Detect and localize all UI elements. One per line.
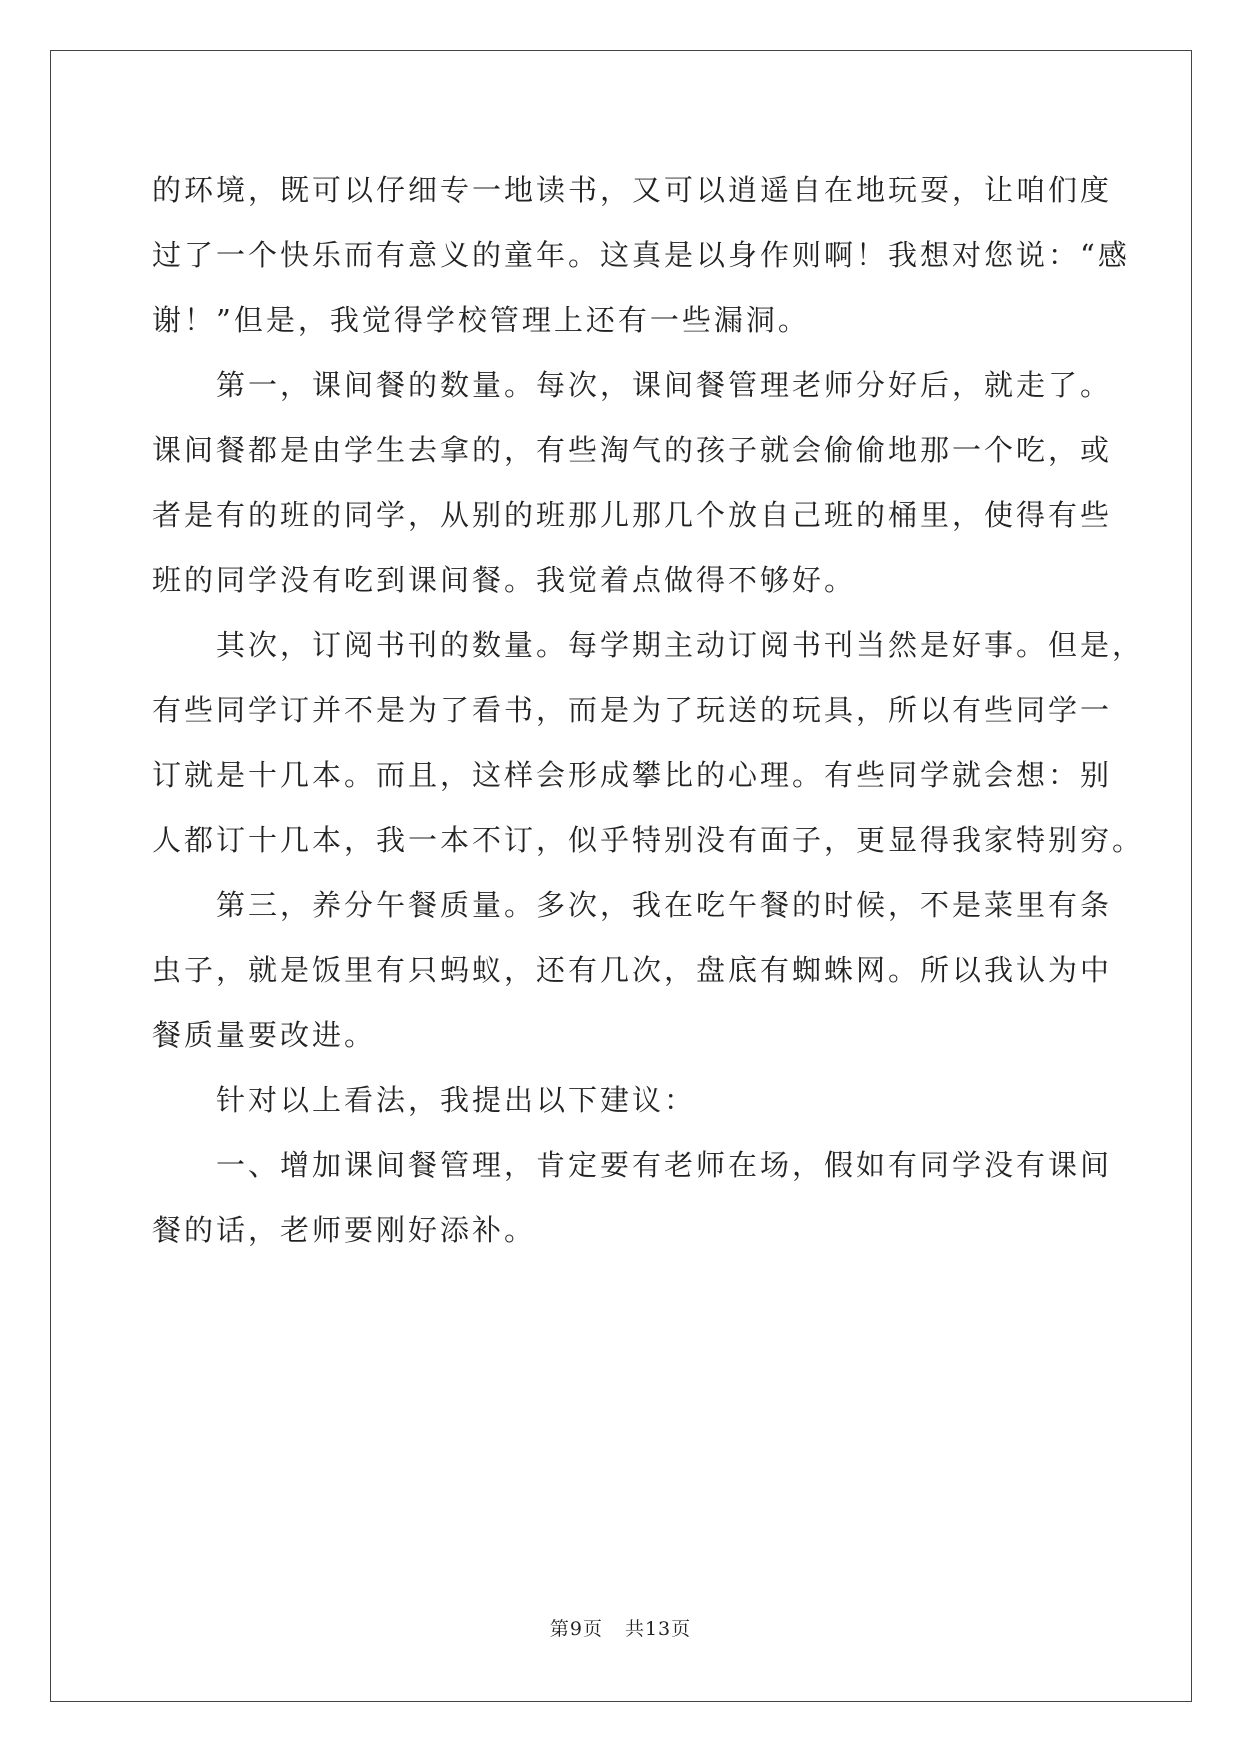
text-line: 过了一个快乐而有意义的童年。这真是以身作则啊！我想对您说：“感: [152, 238, 1130, 272]
text-line: 谢！”但是，我觉得学校管理上还有一些漏洞。: [152, 303, 810, 337]
page-total: 共13页: [624, 1618, 692, 1640]
paragraph-first-line: 其次，订阅书刊的数量。每学期主动订阅书刊当然是好事。但是，: [216, 628, 1145, 662]
text-line: 订就是十几本。而且，这样会形成攀比的心理。有些同学就会想：别: [152, 758, 1113, 792]
text-line: 的环境，既可以仔细专一地读书，又可以逍遥自在地玩耍，让咱们度: [152, 173, 1113, 207]
paragraph-first-line: 针对以上看法，我提出以下建议：: [216, 1083, 697, 1117]
page-footer: [0, 1614, 1241, 1641]
paragraph-first-line: 第一，课间餐的数量。每次，课间餐管理老师分好后，就走了。: [216, 368, 1113, 402]
paragraph-first-line: 一、增加课间餐管理，肯定要有老师在场，假如有同学没有课间: [216, 1148, 1113, 1182]
text-line: 虫子，就是饭里有只蚂蚁，还有几次，盘底有蜘蛛网。所以我认为中: [152, 953, 1113, 987]
paragraph-first-line: 第三，养分午餐质量。多次，我在吃午餐的时候，不是菜里有条: [216, 888, 1113, 922]
text-line: 餐的话，老师要刚好添补。: [152, 1213, 537, 1247]
text-line: 者是有的班的同学，从别的班那儿那几个放自己班的桶里，使得有些: [152, 498, 1113, 532]
text-line: 人都订十几本，我一本不订，似乎特别没有面子，更显得我家特别穷。: [152, 823, 1145, 857]
text-line: 有些同学订并不是为了看书，而是为了玩送的玩具，所以有些同学一: [152, 693, 1113, 727]
text-line: 班的同学没有吃到课间餐。我觉着点做得不够好。: [152, 563, 857, 597]
text-line: 餐质量要改进。: [152, 1018, 377, 1052]
document-body: [152, 158, 1145, 1263]
text-line: 课间餐都是由学生去拿的，有些淘气的孩子就会偷偷地那一个吃，或: [152, 433, 1113, 467]
page-number: 第9页: [549, 1618, 603, 1640]
